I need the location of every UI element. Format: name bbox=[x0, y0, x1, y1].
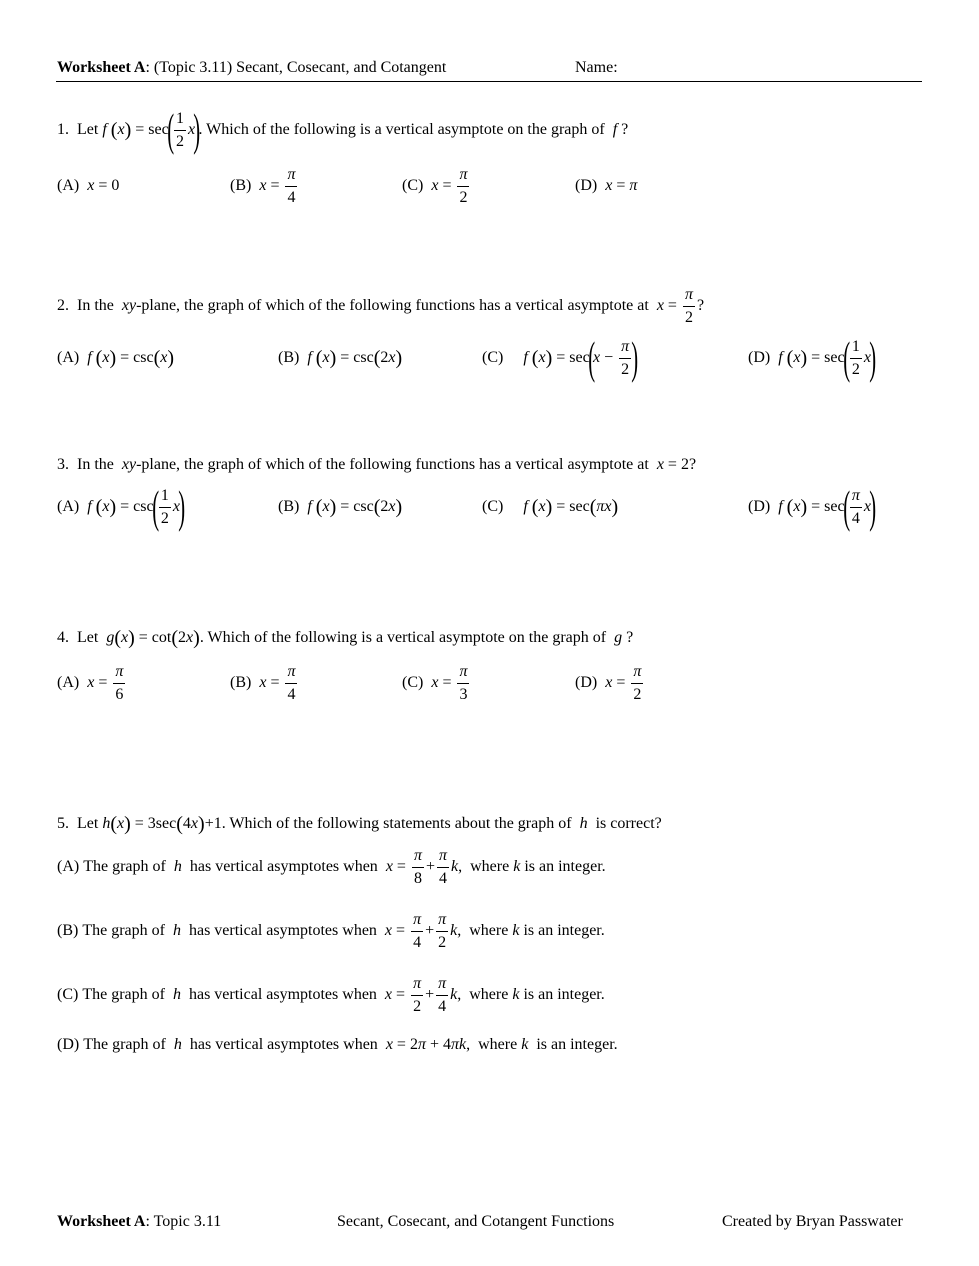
q2-option-c[interactable]: (C) f ( x ) = sec ( x − π 2 ) bbox=[482, 332, 639, 383]
q1-option-a[interactable]: (A) x = 0 bbox=[57, 177, 120, 194]
q5-option-d[interactable]: (D) The graph of h has vertical asymptotes when x = 2 π + 4 πk , where k is an integer. bbox=[57, 1036, 618, 1053]
header-divider bbox=[56, 81, 922, 82]
q2-option-a[interactable]: (A) f ( x ) = csc ( x ) bbox=[57, 346, 175, 369]
question-1-stem: 1. Let f ( x ) = sec ( 1 2 x ) . Which of the following is a vertical asymptote on the graph of f ? bbox=[57, 104, 629, 155]
q3-option-d[interactable]: (D) f ( x ) = sec ( π 4 x ) bbox=[748, 481, 877, 532]
q1-function: f ( x ) = sec ( 1 2 x ) bbox=[102, 104, 201, 155]
q2-option-d[interactable]: (D) f ( x ) = sec ( 1 2 x ) bbox=[748, 332, 877, 383]
question-5-stem: 5. Let h ( x ) = 3sec ( 4 x ) +1 . Which of the following statements about the graph of h is correct? bbox=[57, 812, 662, 835]
q4-option-c[interactable]: (C) x = π 3 bbox=[402, 662, 468, 703]
q1-option-d[interactable]: (D) x = π bbox=[575, 177, 638, 194]
q3-option-b[interactable]: (B) f ( x ) = csc ( 2 x ) bbox=[278, 495, 403, 518]
header-topic: : (Topic 3.11) Secant, Cosecant, and Cotangent bbox=[145, 59, 447, 76]
q5-option-a[interactable]: (A) The graph of h has vertical asymptotes when x = π 8 + π 4 k , where k is an integer. bbox=[57, 846, 606, 887]
q3-option-a[interactable]: (A) f ( x ) = csc ( 1 2 x ) bbox=[57, 481, 186, 532]
q3-option-c[interactable]: (C) f ( x ) = sec ( πx ) bbox=[482, 495, 619, 518]
question-3-stem: 3. In the xy -plane, the graph of which of the following functions has a vertical asymptote at x = 2 ? bbox=[57, 456, 697, 473]
question-4-stem: 4. Let g ( x ) = cot ( 2 x ) . Which of the following is a vertical asymptote on the graph of g ? bbox=[57, 626, 634, 649]
q4-option-b[interactable]: (B) x = π 4 bbox=[230, 662, 296, 703]
q4-option-d[interactable]: (D) x = π 2 bbox=[575, 662, 642, 703]
question-2-stem: 2. In the xy -plane, the graph of which of the following functions has a vertical asymptote at x = π 2 ? bbox=[57, 285, 705, 326]
q4-option-a[interactable]: (A) x = π 6 bbox=[57, 662, 124, 703]
q1-option-b[interactable]: (B) x = π 4 bbox=[230, 165, 296, 206]
footer-center: Secant, Cosecant, and Cotangent Functions bbox=[337, 1213, 615, 1230]
q1-option-c[interactable]: (C) x = π 2 bbox=[402, 165, 468, 206]
header-title-bold: Worksheet A bbox=[57, 59, 146, 76]
q2-option-b[interactable]: (B) f ( x ) = csc ( 2 x ) bbox=[278, 346, 403, 369]
worksheet-header bbox=[57, 59, 446, 77]
footer-right: Created by Bryan Passwater bbox=[722, 1213, 903, 1230]
footer-left: Worksheet A: Topic 3.11 bbox=[57, 1213, 222, 1230]
name-label: Name: bbox=[575, 59, 618, 76]
q5-option-c[interactable]: (C) The graph of h has vertical asymptotes when x = π 2 + π 4 k , where k is an integer. bbox=[57, 974, 605, 1015]
q5-option-b[interactable]: (B) The graph of h has vertical asymptotes when x = π 4 + π 2 k , where k is an integer. bbox=[57, 910, 605, 951]
